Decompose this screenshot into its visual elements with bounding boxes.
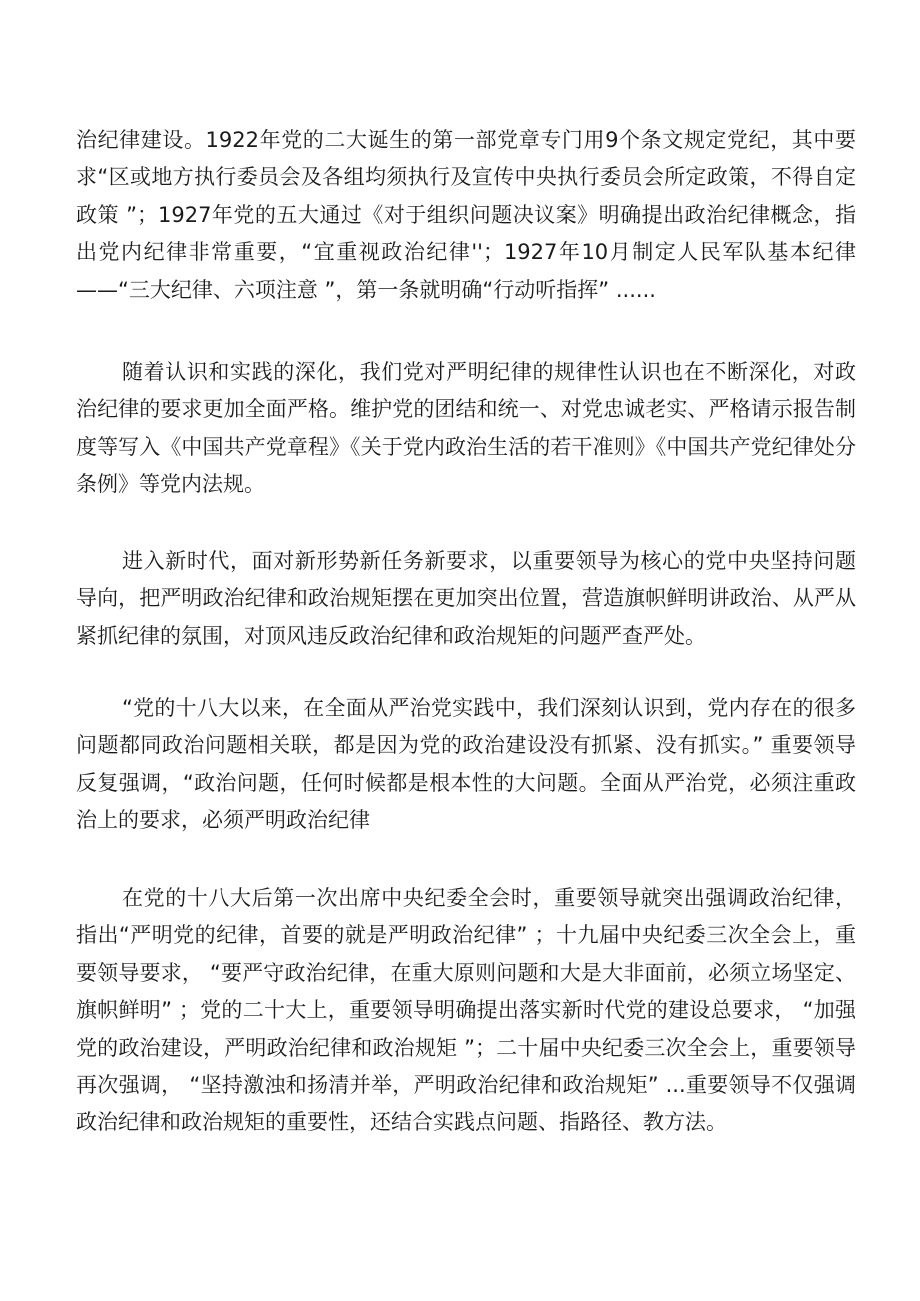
paragraph-2: 随着认识和实践的深化，我们党对严明纪律的规律性认识也在不断深化，对政治纪律的要求更加全面严格。维护党的团结和统一、对党忠诚老实、严格请示报告制度等写入《中国共产党章程》《关于党内政治生活的若干准则》《中国共产党纪律处分条例》等党内法规。 — [76, 360, 856, 497]
paragraph-4: “党的十八大以来，在全面从严治党实践中，我们深刻认识到，党内存在的很多问题都同政治问题相关联，都是因为党的政治建设没有抓紧、没有抓实。” 重要领导反复强调，“政治问题，任何时候都是根本性的大问题。全面从严治党，必须注重政治上的要求，必须严明政治纪律 — [76, 696, 856, 833]
paragraph-5: 在党的十八大后第一次出席中央纪委全会时，重要领导就突出强调政治纪律，指出“严明党的纪律，首要的就是严明政治纪律” ；十九届中央纪委三次全会上，重要领导要求， “要严守政治纪律，在重大原则问题和大是大非面前，必须立场坚定、旗帜鲜明” ；党的二十大上，重要领导明确提出落实新时代党的建设总要求， “加强党的政治建设，严明政治纪律和政治规矩 ”；二十届中央纪委三次全会上，重要领导再次强调， “坚持激浊和扬清并举，严明政治纪律和政治规矩” ...重要领导不仅强调政治纪律和政治规矩的重要性，还结合实践点问题、指路径、教方法。 — [76, 886, 856, 1135]
paragraph-3: 进入新时代，面对新形势新任务新要求，以重要领导为核心的党中央坚持问题导向，把严明政治纪律和政治规矩摆在更加突出位置，营造旗帜鲜明讲政治、从严从紧抓纪律的氛围，对顶风违反政治纪律和政治规矩的问题严查严处。 — [76, 549, 856, 648]
paragraph-1: 治纪律建设。1922年党的二大诞生的第一部党章专门用9个条文规定党纪，其中要求“区或地方执行委员会及各组均须执行及宣传中央执行委员会所定政策，不得自定政策 ”；1927年党的五大通过《对于组织问题决议案》明确提出政治纪律概念，指出党内纪律非常重要，“宜重视政治纪律''；1927年10月制定人民军队基本纪律——“三大纪律、六项注意 ”，第一条就明确“行动听指挥” ...... — [76, 128, 856, 302]
